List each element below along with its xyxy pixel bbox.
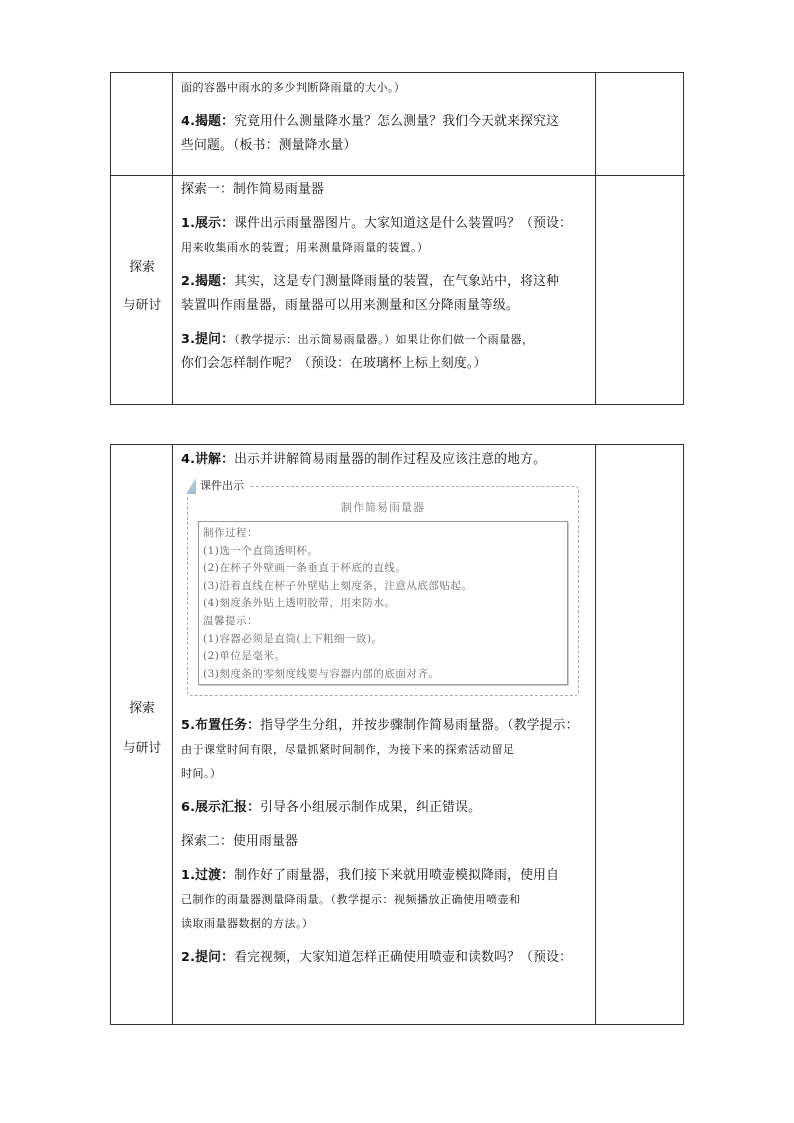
cw-line: (4)刻度条外贴上透明胶带，用来防水。	[203, 597, 396, 610]
side-cell-explore	[111, 445, 173, 1024]
content-cell-explore-1	[173, 175, 596, 404]
side-label-explore: 探索	[129, 260, 155, 275]
cw-line: (3)刻度条的零刻度线要与容器内部的底面对齐。	[203, 667, 440, 680]
side-label-explore: 探索	[129, 701, 155, 716]
e2-reveal: 2.揭题：其实，这是专门测量降雨量的装置，在气象站中，将这种	[181, 274, 560, 289]
notes-cell	[596, 445, 685, 1024]
courseware-title: 制作简易雨量器	[341, 501, 425, 514]
cw-line: 温馨提示：	[203, 614, 258, 627]
side-label-discuss: 与研讨	[122, 741, 162, 756]
cw-line: (1)容器必须是直筒(上下粗细一致)。	[203, 632, 383, 645]
cw-line: (2)单位是毫米。	[203, 650, 286, 663]
explore-2-heading: 探索二：使用雨量器	[181, 834, 298, 849]
notes-cell	[596, 175, 685, 404]
corner-flag-icon	[186, 478, 196, 494]
cw-line: 制作过程：	[203, 527, 258, 539]
u2-ask: 2.提问：看完视频，大家知道怎样正确使用喷壶和读数吗？（预设：	[181, 950, 573, 965]
courseware-box	[187, 479, 579, 696]
notes-cell	[596, 73, 685, 175]
cw-line: (2)在杯子外壁画一条垂直于杯底的直线。	[203, 562, 407, 575]
content-cell-intro	[173, 73, 596, 175]
intro-line: 面的容器中雨水的多少判断降雨量的大小。）	[181, 81, 406, 94]
courseware-tag: 课件出示	[186, 477, 250, 495]
e1-show-cont: 用来收集雨水的装置；用来测量降雨量的装置。）	[181, 241, 429, 254]
u1-transition: 1.过渡：制作好了雨量器，我们接下来就用喷壶模拟降雨，使用自	[181, 868, 560, 883]
t5-assign: 5.布置任务：指导学生分组，并按步骤制作简易雨量器。（教学提示：	[181, 718, 579, 733]
lesson-table-2	[110, 444, 684, 1025]
side-cell-empty	[111, 73, 173, 175]
item-4-reveal: 4.揭题：究竟用什么测量降水量？怎么测量？我们今天就来探究这	[181, 114, 560, 129]
item-4-reveal-cont: 些问题。（板书：测量降水量）	[181, 138, 357, 153]
cw-line: (1)选一个直筒透明杯。	[203, 544, 319, 557]
content-cell-explore-2	[173, 445, 596, 1024]
explore-1-heading: 探索一：制作简易雨量器	[181, 182, 324, 197]
e3-ask-cont: 你们会怎样制作呢？（预设：在玻璃杯上标上刻度。）	[181, 356, 487, 371]
side-cell-explore	[111, 175, 173, 404]
u1-transition-cont2: 读取雨量器数据的方法。）	[181, 917, 314, 930]
e2-reveal-cont: 装置叫作雨量器，雨量器可以用来测量和区分降雨量等级。	[181, 298, 519, 313]
u1-transition-cont: 己制作的雨量器测量降雨量。（教学提示：视频播放正确使用喷壶和	[181, 893, 521, 906]
cw-line: (3)沿着直线在杯子外壁贴上刻度条，注意从底部贴起。	[203, 579, 473, 592]
t4-explain: 4.讲解：出示并讲解简易雨量器的制作过程及应该注意的地方。	[181, 452, 547, 467]
lesson-table-1	[110, 72, 684, 405]
t5-assign-cont: 由于课堂时间有限，尽量抓紧时间制作，为接下来的探索活动留足	[181, 743, 515, 756]
side-label-discuss: 与研讨	[122, 298, 162, 313]
t5-assign-cont2: 时间。）	[181, 767, 222, 780]
t6-report: 6.展示汇报：引导各小组展示制作成果，纠正错误。	[181, 800, 482, 815]
courseware-content	[198, 521, 568, 685]
e1-show: 1.展示：课件出示雨量器图片。大家知道这是什么装置吗？（预设：	[181, 216, 573, 231]
e3-ask: 3.提问：（教学提示：出示简易雨量器。）如果让你们做一个雨量器，	[181, 332, 534, 347]
